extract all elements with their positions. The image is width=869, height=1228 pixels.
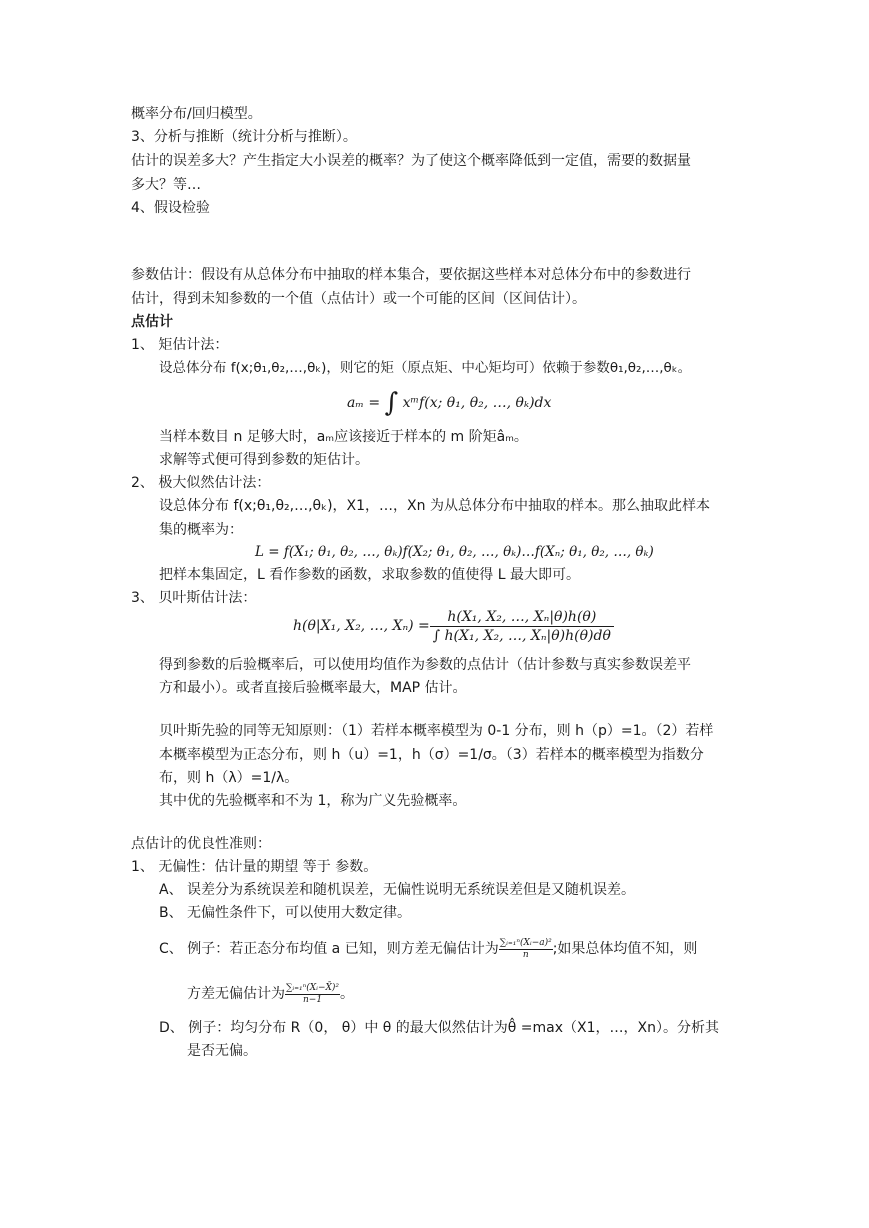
section-title: 点估计 (131, 314, 173, 330)
fraction-numerator: ∑ᵢ₌₁ⁿ(Xᵢ−X̄)² (286, 982, 340, 993)
fraction-unknown-mean (285, 983, 340, 1006)
list-item-heading: 2、 极大似然估计法： (131, 475, 271, 491)
text-line: 贝叶斯先验的同等无知原则：（1）若样本概率模型为 0-1 分布，则 h（p）=1。（2）若样 (159, 723, 714, 739)
fraction-known-mean (499, 938, 553, 961)
list-item-heading: 1、 无偏性：估计量的期望 等于 参数。 (131, 859, 378, 875)
text-line: 当样本数目 n 足够大时，aₘ应该接近于样本的 m 阶矩âₘ。 (159, 429, 528, 445)
text-segment: ;如果总体均值不知，则 (552, 941, 698, 957)
text-line: 其中优的先验概率和不为 1，称为广义先验概率。 (159, 793, 467, 809)
text-line: 估计的误差多大？产生指定大小误差的概率？为了使这个概率降低到一定值，需要的数据量 (131, 153, 691, 169)
integral-sign: ∫ (384, 388, 399, 418)
list-item-heading: 1、 矩估计法： (131, 337, 229, 353)
fraction-numerator: ∑ᵢ₌₁ⁿ(Xᵢ−a)² (499, 937, 552, 948)
sub-list-item: D、 例子：均匀分布 R（0， θ）中 θ 的最大似然估计为θ̂ =max（X1，…，Xn）。分析其 (159, 1020, 720, 1036)
text-line: 概率分布/回归模型。 (131, 106, 262, 122)
fraction-denominator: n−1 (302, 994, 323, 1005)
equation-body: xᵐf(x; θ₁, θ₂, …, θₖ)dx (402, 395, 552, 411)
text-line: 本概率模型为正态分布，则 h（u）=1，h（σ）=1/σ。（3）若样本的概率模型为指数分 (159, 747, 704, 763)
sub-list-item: A、 误差分为系统误差和随机误差，无偏性说明无系统误差但是又随机误差。 (159, 882, 636, 898)
equation-bayes (293, 604, 614, 648)
text-line: 把样本集固定，L 看作参数的函数，求取参数的值使得 L 最大即可。 (159, 567, 580, 583)
sub-list-item: B、 无偏性条件下，可以使用大数定律。 (159, 905, 412, 921)
text-line: 得到参数的后验概率后，可以使用均值作为参数的点估计（估计参数与真实参数误差平 (159, 657, 691, 673)
text-line: 集的概率为： (159, 522, 243, 538)
fraction-denominator: ∫ h(X₁, X₂, …, Xₙ|θ)h(θ)dθ (432, 627, 611, 644)
text-segment: C、 例子：若正态分布均值 a 已知，则方差无偏估计为 (159, 941, 499, 957)
section-heading: 4、假设检验 (131, 200, 210, 216)
text-line: 求解等式便可得到参数的矩估计。 (159, 452, 369, 468)
text-line: 多大？等… (131, 177, 201, 193)
equation-likelihood: L = f(X₁; θ₁, θ₂, …, θₖ)f(X₂; θ₁, θ₂, …, θₖ)…f(Xₙ; θ₁, θ₂, …, θₖ) (255, 544, 654, 560)
text-segment: 。 (340, 986, 355, 1002)
fraction-numerator: h(X₁, X₂, …, Xₙ|θ)h(θ) (430, 608, 614, 627)
text-line: 设总体分布 f(x;θ₁,θ₂,…,θₖ)，X1，…，Xn 为从总体分布中抽取的样本。那么抽取此样本 (159, 498, 710, 514)
text-line: 设总体分布 f(x;θ₁,θ₂,…,θₖ)，则它的矩（原点矩、中心矩均可）依赖于参数θ₁,θ₂,…,θₖ。 (159, 360, 692, 376)
text-line: 是否无偏。 (187, 1043, 257, 1059)
text-line: 估计，得到未知参数的一个值（点估计）或一个可能的区间（区间估计）。 (131, 291, 586, 307)
text-line: 方和最小）。或者直接后验概率最大，MAP 估计。 (159, 680, 467, 696)
text-line: 3、分析与推断（统计分析与推断）。 (131, 129, 357, 145)
text-segment: 方差无偏估计为 (187, 986, 285, 1002)
text-line: 参数估计：假设有从总体分布中抽取的样本集合，要依据这些样本对总体分布中的参数进行 (131, 267, 691, 283)
sub-list-item (159, 931, 697, 967)
fraction-denominator: n (522, 949, 529, 960)
equation-moment (347, 389, 551, 417)
equation-lhs: h(θ|X₁, X₂, …, Xₙ) = (293, 618, 430, 634)
text-line (187, 976, 354, 1012)
text-line: 布，则 h（λ）=1/λ。 (159, 770, 299, 786)
fraction (430, 608, 614, 645)
list-item-heading: 3、 贝叶斯估计法： (131, 590, 257, 606)
section-heading: 点估计的优良性准则： (131, 836, 271, 852)
equation-lhs: aₘ = (347, 395, 385, 411)
